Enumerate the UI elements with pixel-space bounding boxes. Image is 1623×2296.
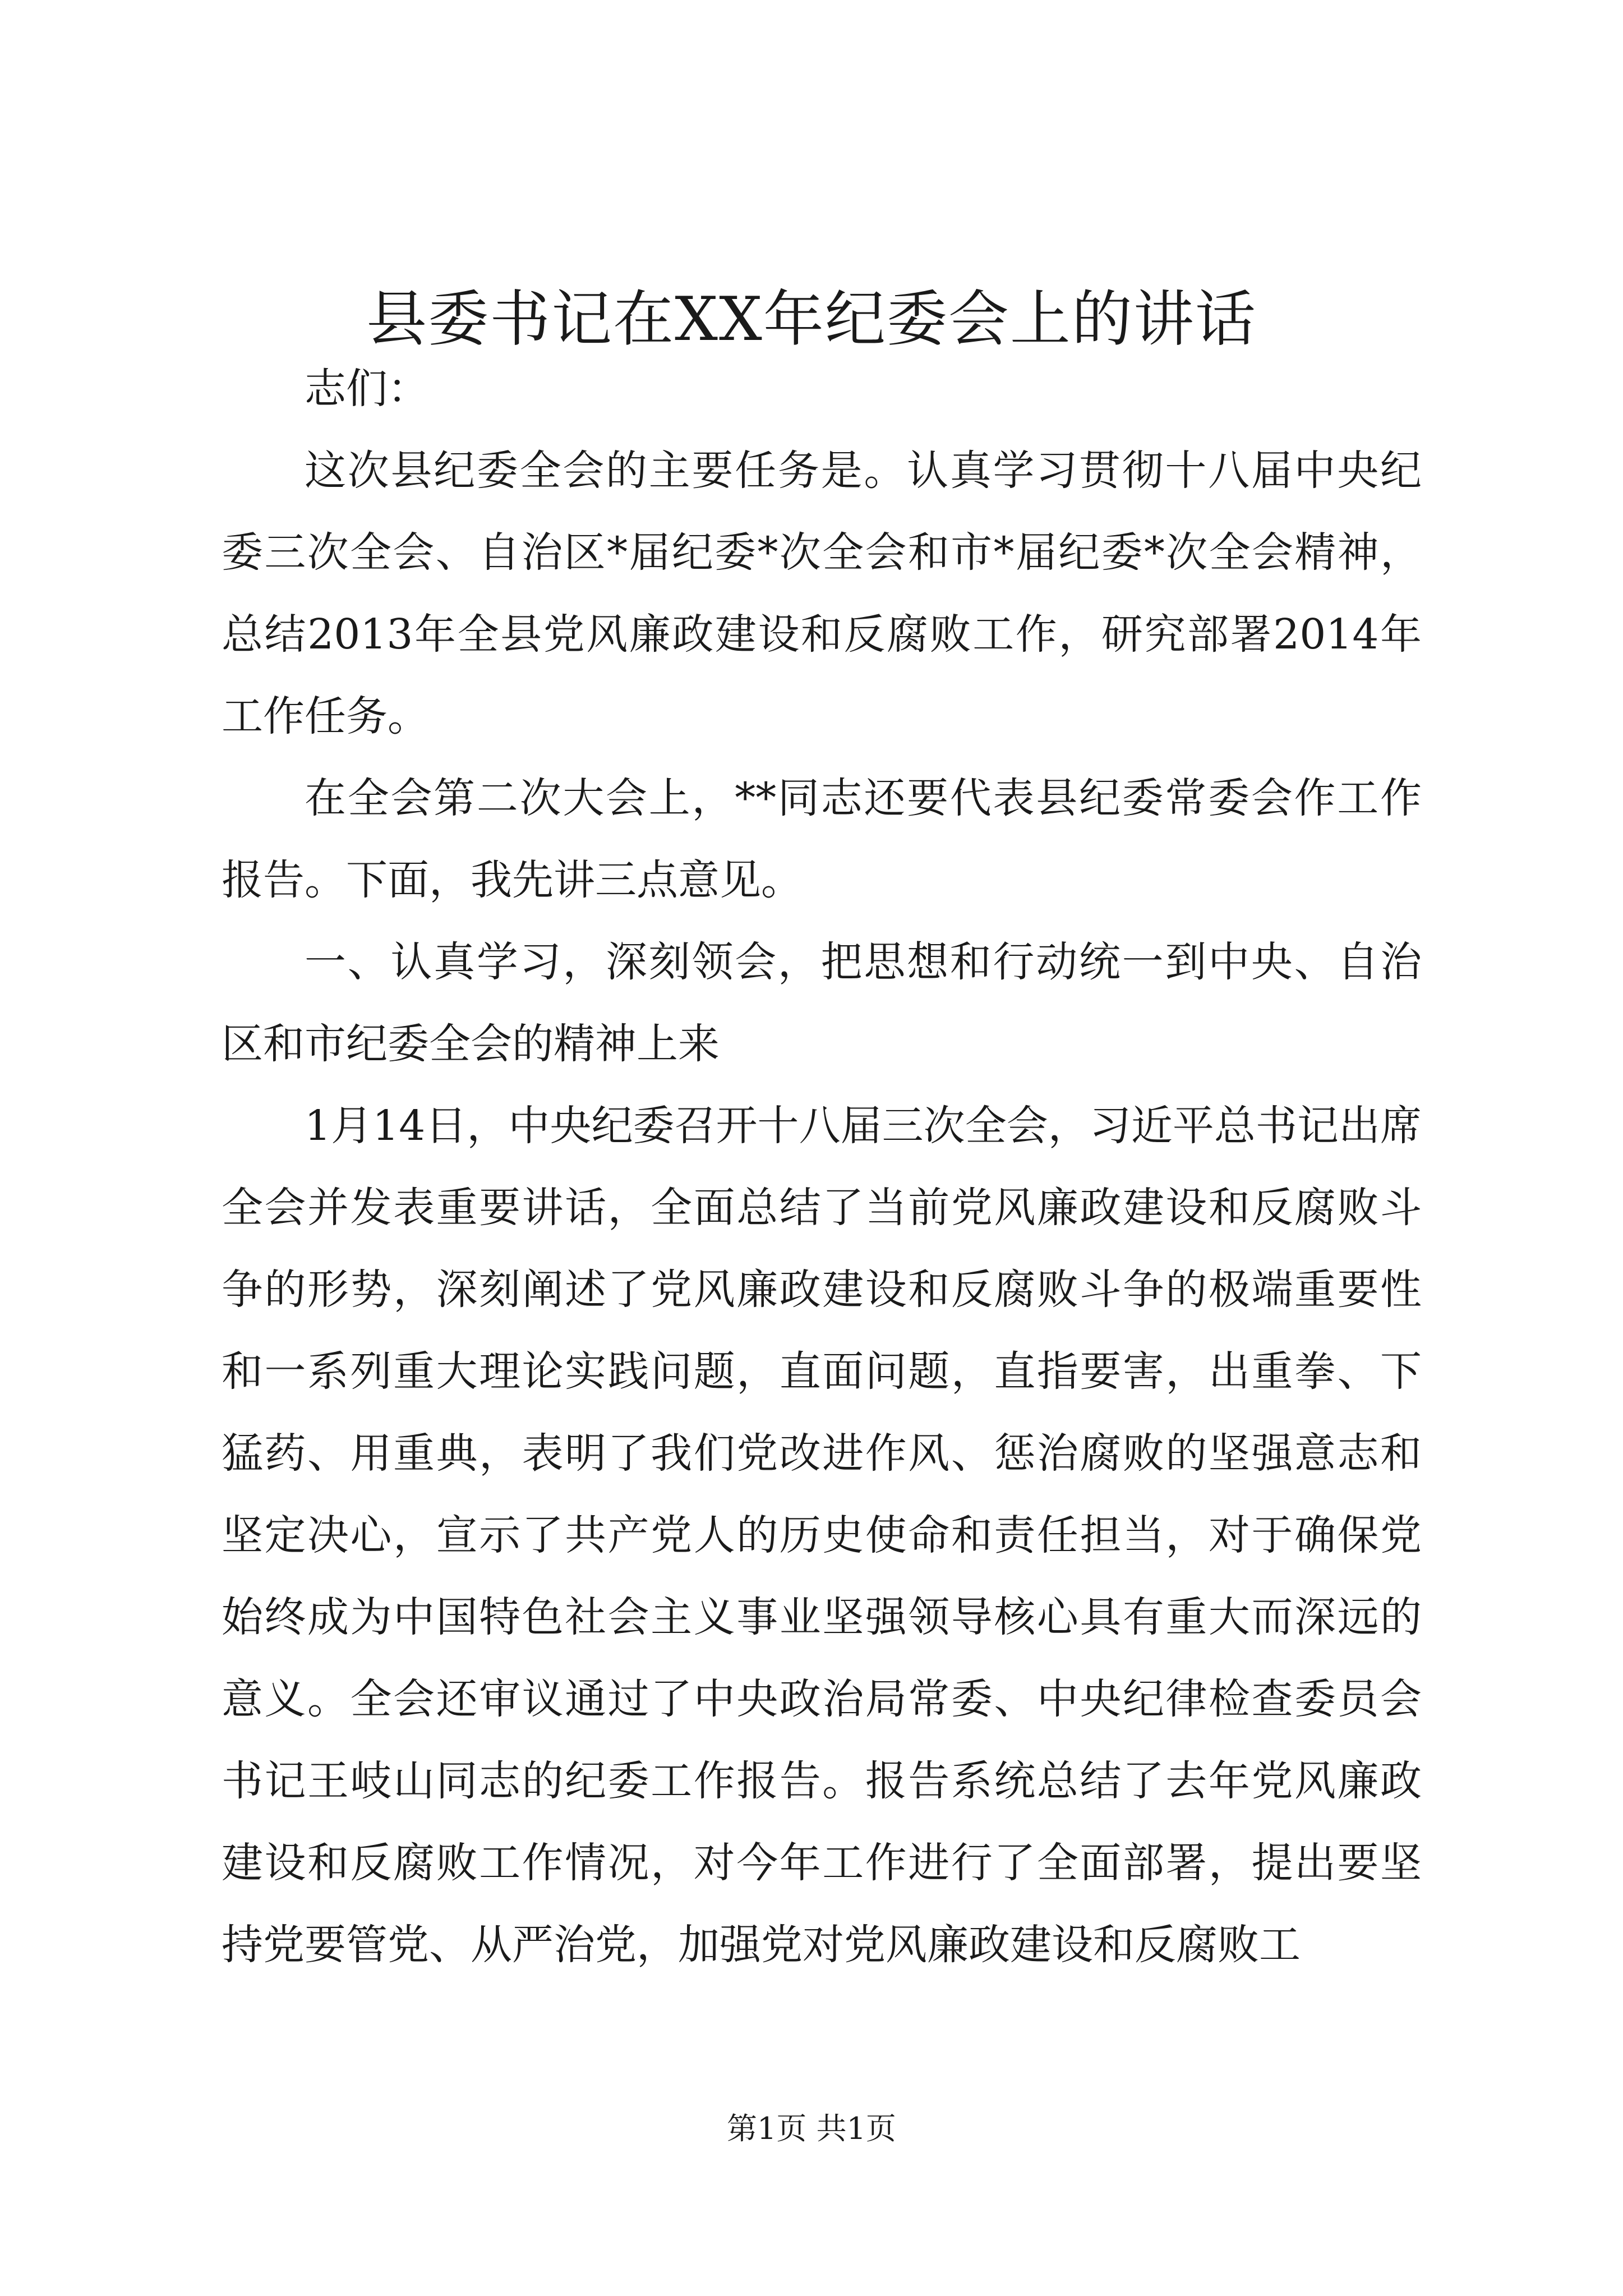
document-body bbox=[222, 348, 1422, 1986]
salutation-paragraph: 志们： bbox=[305, 365, 429, 413]
body-paragraph: 这次县纪委全会的主要任务是。认真学习贯彻十八届中央纪委三次全会、自治区*届纪委*次全会和市*届纪委*次全会精神，总结2013年全县党风廉政建设和反腐败工作，研究部署2014年工作任务。 bbox=[222, 447, 1422, 740]
page-footer: 第1页 共1页 bbox=[727, 2111, 896, 2146]
body-paragraph: 在全会第二次大会上，**同志还要代表县纪委常委会作工作报告。下面，我先讲三点意见。 bbox=[222, 774, 1422, 904]
section-heading-paragraph: 一、认真学习，深刻领会，把思想和行动统一到中央、自治区和市纪委全会的精神上来 bbox=[222, 938, 1422, 1068]
document-title: 县委书记在XX年纪委会上的讲话 bbox=[366, 284, 1257, 355]
body-paragraph: 1月14日，中央纪委召开十八届三次全会，习近平总书记出席全会并发表重要讲话，全面总结了当前党风廉政建设和反腐败斗争的形势，深刻阐述了党风廉政建设和反腐败斗争的极端重要性和一系列重大理论实践问题，直面问题，直指要害，出重拳、下猛药、用重典，表明了我们党改进作风、惩治腐败的坚强意志和坚定决心，宣示了共产党人的历史使命和责任担当，对于确保党始终成为中国特色社会主义事业坚强领导核心具有重大而深远的意义。全会还审议通过了中央政治局常委、中央纪律检查委员会书记王岐山同志的纪委工作报告。报告系统总结了去年党风廉政建设和反腐败工作情况，对今年工作进行了全面部署，提出要坚持党要管党、从严治党，加强党对党风廉政建设和反腐败工 bbox=[222, 1102, 1422, 1969]
